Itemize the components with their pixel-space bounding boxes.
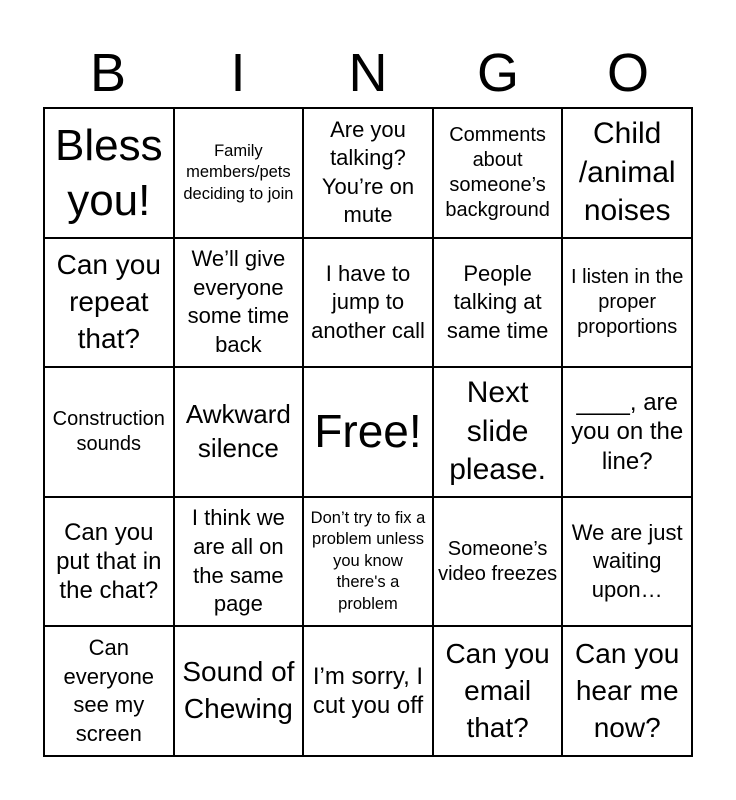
bingo-cell-r4-c2[interactable]: I think we are all on the same page: [174, 497, 304, 627]
bingo-cell-r4-c3[interactable]: Don’t try to fix a problem unless you know there's a problem: [303, 497, 433, 627]
bingo-board: [43, 107, 693, 757]
bingo-cell-r1-c2[interactable]: Family members/pets deciding to join: [174, 108, 304, 238]
bingo-cell-r1-c5[interactable]: Child /animal noises: [562, 108, 692, 238]
bingo-cell-r2-c3[interactable]: I have to jump to another call: [303, 238, 433, 368]
bingo-header: [43, 40, 693, 106]
header-letter-b: B: [89, 43, 127, 103]
bingo-cell-r5-c5[interactable]: Can you hear me now?: [562, 626, 692, 756]
bingo-cell-r4-c4[interactable]: Someone’s video freezes: [433, 497, 563, 627]
bingo-cell-r3-c2[interactable]: Awkward silence: [174, 367, 304, 497]
header-letter-i: I: [230, 43, 246, 103]
bingo-cell-r4-c1[interactable]: Can you put that in the chat?: [44, 497, 174, 627]
bingo-cell-r2-c5[interactable]: I listen in the proper proportions: [562, 238, 692, 368]
bingo-cell-r3-c5[interactable]: ____, are you on the line?: [562, 367, 692, 497]
bingo-cell-r2-c1[interactable]: Can you repeat that?: [44, 238, 174, 368]
bingo-cell-r1-c4[interactable]: Comments about someone’s background: [433, 108, 563, 238]
header-letter-g: G: [476, 43, 519, 103]
bingo-cell-r4-c5[interactable]: We are just waiting upon…: [562, 497, 692, 627]
header-letter-n: N: [348, 43, 388, 103]
bingo-cell-r2-c2[interactable]: We’ll give everyone some time back: [174, 238, 304, 368]
bingo-cell-r5-c2[interactable]: Sound of Chewing: [174, 626, 304, 756]
bingo-cell-r5-c1[interactable]: Can everyone see my screen: [44, 626, 174, 756]
bingo-cell-r3-c4[interactable]: Next slide please.: [433, 367, 563, 497]
header-letter-o: O: [606, 43, 649, 103]
bingo-cell-r5-c3[interactable]: I’m sorry, I cut you off: [303, 626, 433, 756]
bingo-cell-r3-c1[interactable]: Construction sounds: [44, 367, 174, 497]
bingo-cell-r1-c1[interactable]: Bless you!: [44, 108, 174, 238]
bingo-cell-r5-c4[interactable]: Can you email that?: [433, 626, 563, 756]
bingo-cell-r2-c4[interactable]: People talking at same time: [433, 238, 563, 368]
bingo-cell-free-space[interactable]: Free!: [303, 367, 433, 497]
bingo-cell-r1-c3[interactable]: Are you talking? You’re on mute: [303, 108, 433, 238]
